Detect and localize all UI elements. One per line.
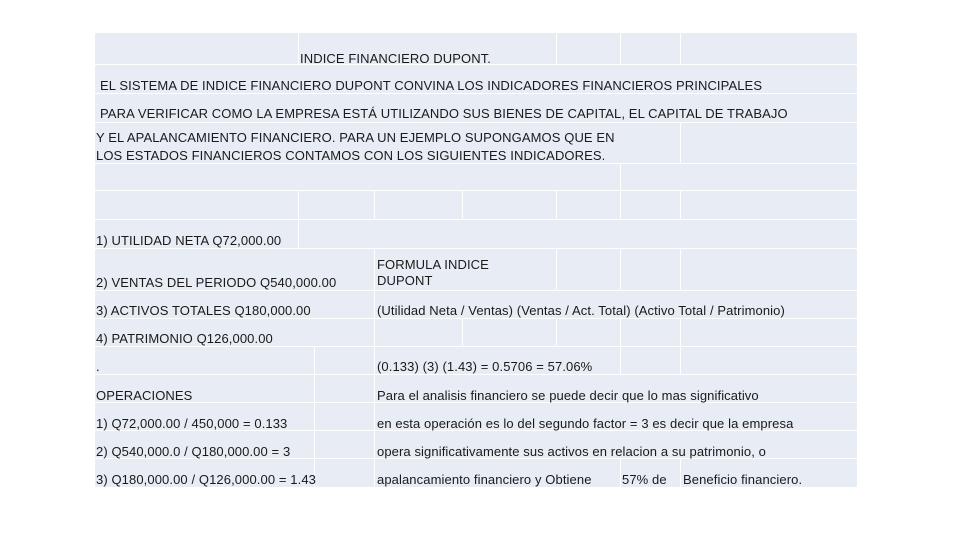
spreadsheet-table	[95, 33, 858, 488]
grid-cell	[375, 191, 463, 220]
grid-cell	[299, 220, 858, 249]
grid-cell	[95, 191, 299, 220]
grid-cell	[315, 347, 375, 375]
intro-line-3: Y EL APALANCAMIENTO FINANCIERO. PARA UN EJEMPLO SUPONGAMOS QUE EN	[96, 130, 615, 145]
grid-cell	[681, 33, 858, 65]
indicator-total-assets: 3) ACTIVOS TOTALES Q180,000.00	[96, 303, 311, 318]
grid-cell	[621, 191, 681, 220]
operation-2: 2) Q540,000.0 / Q180,000.00 = 3	[96, 444, 291, 459]
formula-expression: (Utilidad Neta / Ventas) (Ventas / Act. Total) (Activo Total / Patrimonio)	[377, 303, 785, 318]
grid-cell	[315, 459, 375, 488]
operations-header: OPERACIONES	[96, 388, 193, 403]
analysis-line-4b: 57% de	[622, 472, 667, 487]
grid-cell	[95, 347, 315, 375]
grid-cell	[299, 191, 375, 220]
grid-cell	[681, 319, 858, 347]
grid-cell	[621, 347, 681, 375]
grid-cell	[557, 249, 621, 291]
grid-cell	[95, 33, 299, 65]
grid-cell	[681, 249, 858, 291]
grid-cell	[463, 319, 557, 347]
grid-cell	[463, 191, 557, 220]
dot-marker: .	[96, 359, 100, 374]
grid-cell	[557, 191, 621, 220]
analysis-line-4a: apalancamiento financiero y Obtiene	[377, 472, 592, 487]
grid-cell	[315, 375, 375, 403]
formula-label-line-2: DUPONT	[377, 273, 433, 288]
grid-cell	[315, 431, 375, 459]
grid-cell	[95, 164, 621, 191]
grid-cell	[375, 319, 463, 347]
analysis-line-4c: Beneficio financiero.	[683, 472, 803, 487]
grid-cell	[621, 33, 681, 65]
analysis-line-1: Para el analisis financiero se puede decir que lo mas significativo	[377, 388, 759, 403]
analysis-line-3: opera significativamente sus activos en relacion a su patrimonio, o	[377, 444, 766, 459]
operation-1: 1) Q72,000.00 / 450,000 = 0.133	[96, 416, 288, 431]
indicator-equity: 4) PATRIMONIO Q126,000.00	[96, 331, 273, 346]
grid-cell	[315, 403, 375, 431]
grid-cell	[621, 319, 681, 347]
grid-cell	[557, 33, 621, 65]
document-title: INDICE FINANCIERO DUPONT.	[300, 51, 492, 66]
indicator-net-income: 1) UTILIDAD NETA Q72,000.00	[96, 233, 282, 248]
grid-cell	[681, 191, 858, 220]
grid-cell	[681, 123, 858, 164]
operation-3: 3) Q180,000.00 / Q126,000.00 = 1.43	[96, 472, 316, 487]
intro-line-4: LOS ESTADOS FINANCIEROS CONTAMOS CON LOS SIGUIENTES INDICADORES.	[96, 148, 606, 163]
formula-label-line-1: FORMULA INDICE	[377, 257, 489, 272]
indicator-sales: 2) VENTAS DEL PERIODO Q540,000.00	[96, 275, 337, 290]
grid-cell	[621, 164, 858, 191]
analysis-line-2: en esta operación es lo del segundo factor = 3 es decir que la empresa	[377, 416, 794, 431]
grid-cell	[557, 319, 621, 347]
intro-line-2: PARA VERIFICAR COMO LA EMPRESA ESTÁ UTILIZANDO SUS BIENES DE CAPITAL, EL CAPITAL DE TRABAJO	[100, 106, 788, 121]
intro-line-1: EL SISTEMA DE INDICE FINANCIERO DUPONT CONVINA LOS INDICADORES FINANCIEROS PRINCIPALES	[100, 78, 763, 93]
grid-cell	[621, 249, 681, 291]
formula-result: (0.133) (3) (1.43) = 0.5706 = 57.06%	[377, 359, 593, 374]
grid-cell	[681, 347, 858, 375]
